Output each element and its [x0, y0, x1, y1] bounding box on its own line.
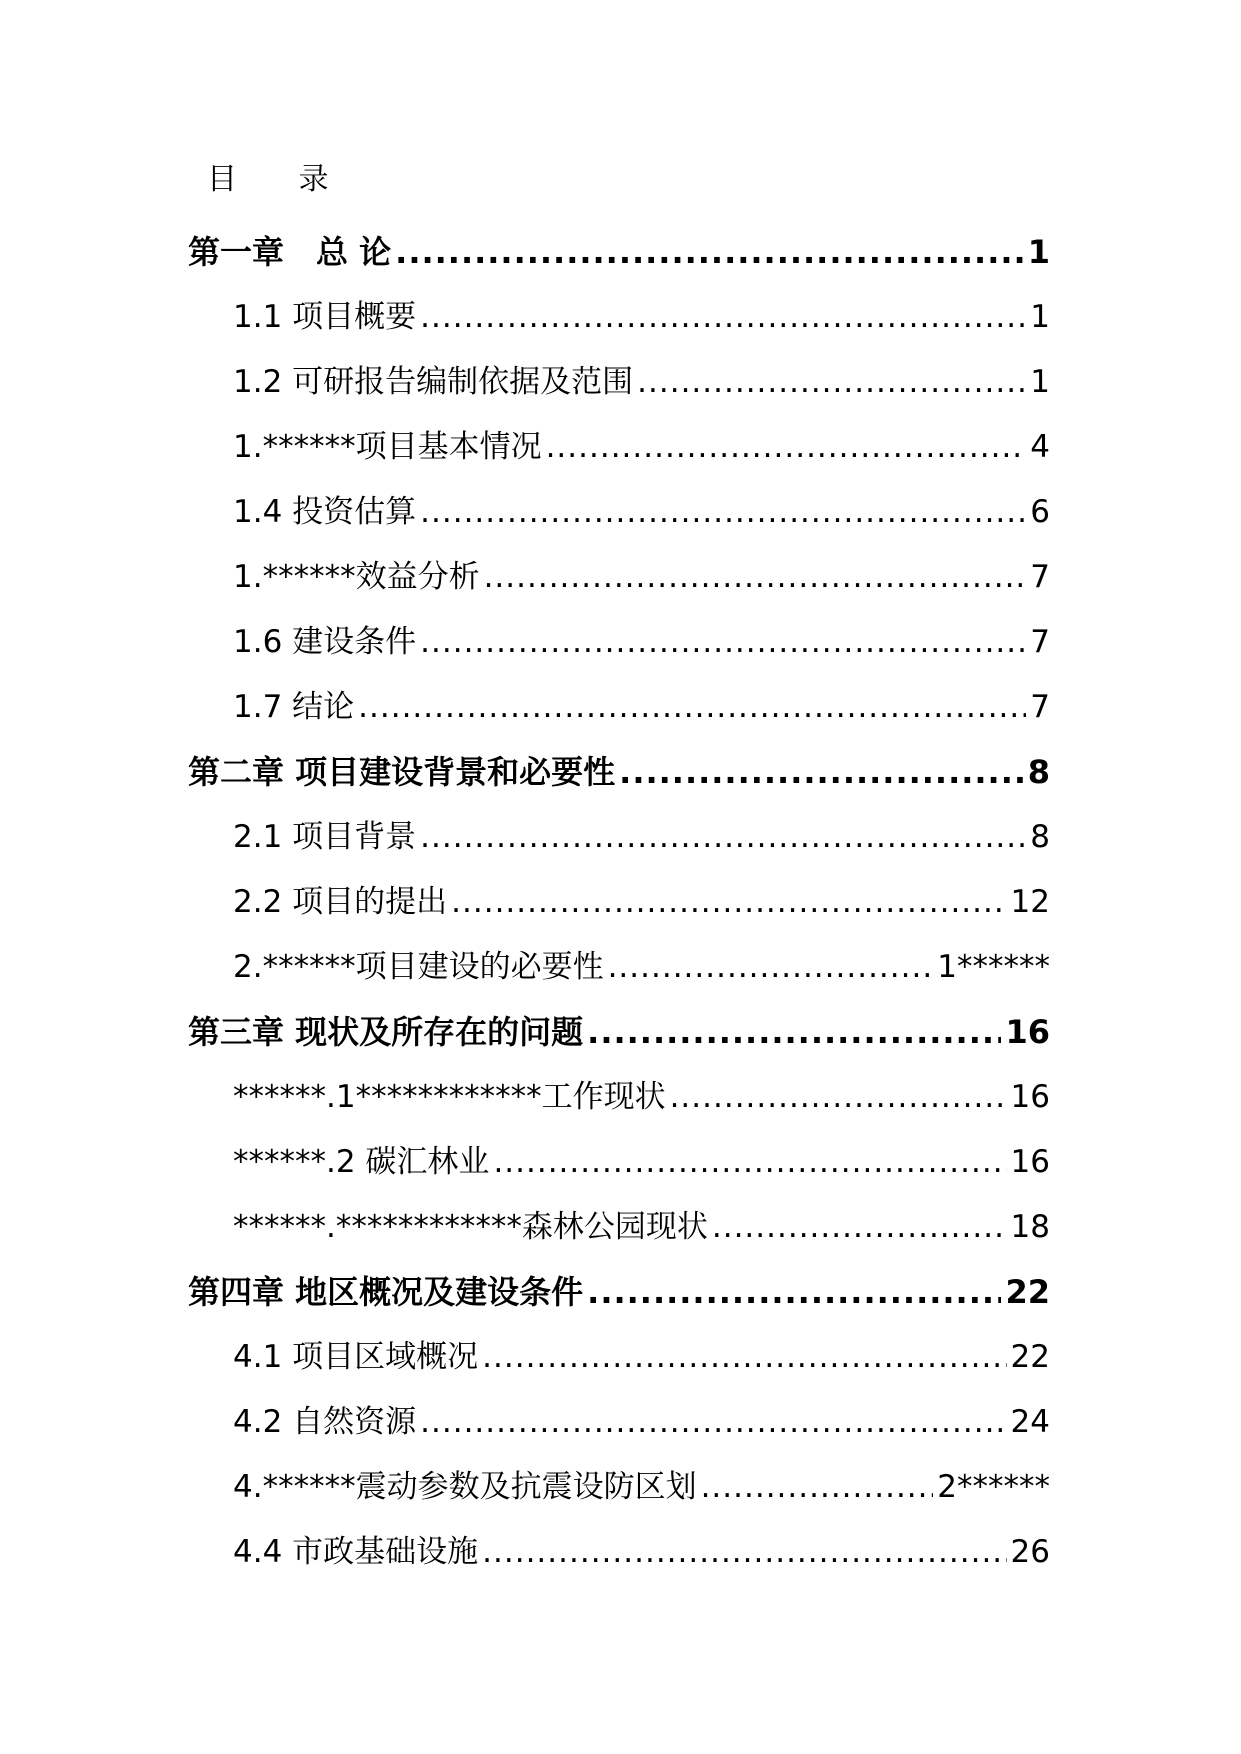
toc-entry-label: 1.4 投资估算 — [233, 494, 417, 530]
dot-leader — [670, 1065, 1007, 1130]
toc-entry-page: 7 — [1030, 624, 1050, 660]
toc-section-entry[interactable] — [188, 350, 1050, 415]
dot-leader — [587, 1260, 1001, 1325]
toc-chapter-entry[interactable] — [188, 1000, 1050, 1065]
toc-entry-label: ******.2 碳汇林业 — [233, 1144, 490, 1180]
toc-entry-label: 4.4 市政基础设施 — [233, 1534, 479, 1570]
dot-leader — [420, 610, 1026, 675]
toc-section-entry[interactable] — [188, 1130, 1050, 1195]
toc-section-entry[interactable] — [188, 870, 1050, 935]
toc-entry-page: 1 — [1027, 233, 1050, 271]
dot-leader — [712, 1195, 1007, 1260]
toc-section-entry[interactable] — [188, 1390, 1050, 1455]
toc-section-entry[interactable] — [188, 285, 1050, 350]
toc-entry-page: 7 — [1030, 559, 1050, 595]
toc-entry-page: 2****** — [937, 1469, 1050, 1505]
dot-leader — [701, 1455, 934, 1520]
toc-section-entry[interactable] — [188, 480, 1050, 545]
toc-section-entry[interactable] — [188, 1520, 1050, 1585]
table-of-contents — [188, 220, 1050, 1585]
dot-leader — [420, 1390, 1006, 1455]
dot-leader — [420, 480, 1026, 545]
toc-entry-label: ******.1************工作现状 — [233, 1079, 666, 1115]
dot-leader — [619, 740, 1024, 805]
dot-leader — [451, 870, 1006, 935]
dot-leader — [493, 1130, 1006, 1195]
toc-section-entry[interactable] — [188, 675, 1050, 740]
toc-entry-page: 12 — [1010, 884, 1050, 920]
dot-leader — [608, 935, 934, 1000]
toc-section-entry[interactable] — [188, 415, 1050, 480]
toc-entry-label: 第二章 项目建设背景和必要性 — [188, 753, 616, 791]
dot-leader — [484, 545, 1027, 610]
toc-entry-label: 2.2 项目的提出 — [233, 884, 448, 920]
toc-entry-label: 第三章 现状及所存在的问题 — [188, 1013, 584, 1051]
toc-section-entry[interactable] — [188, 935, 1050, 1000]
toc-section-entry[interactable] — [188, 1195, 1050, 1260]
toc-entry-page: 1 — [1030, 364, 1050, 400]
dot-leader — [420, 805, 1026, 870]
toc-entry-page: 22 — [1010, 1339, 1050, 1375]
toc-section-entry[interactable] — [188, 1325, 1050, 1390]
toc-title: 目 录 — [207, 162, 355, 197]
toc-entry-label: 1.******项目基本情况 — [233, 429, 542, 465]
toc-entry-page: 26 — [1010, 1534, 1050, 1570]
toc-entry-label: 2.1 项目背景 — [233, 819, 417, 855]
toc-section-entry[interactable] — [188, 805, 1050, 870]
toc-entry-label: 2.******项目建设的必要性 — [233, 949, 604, 985]
toc-chapter-entry[interactable] — [188, 1260, 1050, 1325]
dot-leader — [587, 1000, 1001, 1065]
toc-entry-page: 1 — [1030, 299, 1050, 335]
dot-leader — [395, 220, 1024, 285]
toc-entry-page: 1****** — [937, 949, 1050, 985]
toc-entry-label: 4.1 项目区域概况 — [233, 1339, 479, 1375]
dot-leader — [482, 1325, 1006, 1390]
toc-entry-label: 第四章 地区概况及建设条件 — [188, 1273, 584, 1311]
toc-entry-page: 8 — [1027, 753, 1050, 791]
dot-leader — [482, 1520, 1006, 1585]
toc-entry-page: 6 — [1030, 494, 1050, 530]
toc-entry-page: 22 — [1005, 1273, 1050, 1311]
toc-entry-label: 1.7 结论 — [233, 689, 355, 725]
toc-entry-label: 4.2 自然资源 — [233, 1404, 417, 1440]
toc-entry-label: ******.************森林公园现状 — [233, 1209, 708, 1245]
toc-entry-page: 24 — [1010, 1404, 1050, 1440]
toc-entry-page: 4 — [1030, 429, 1050, 465]
toc-entry-label: 4.******震动参数及抗震设防区划 — [233, 1469, 697, 1505]
toc-entry-page: 18 — [1010, 1209, 1050, 1245]
dot-leader — [420, 285, 1026, 350]
toc-entry-label: 1.1 项目概要 — [233, 299, 417, 335]
toc-entry-label: 第一章 总 论 — [188, 233, 392, 271]
dot-leader — [546, 415, 1027, 480]
toc-chapter-entry[interactable] — [188, 740, 1050, 805]
toc-entry-label: 1.6 建设条件 — [233, 624, 417, 660]
toc-entry-page: 16 — [1005, 1013, 1050, 1051]
toc-entry-label: 1.2 可研报告编制依据及范围 — [233, 364, 634, 400]
toc-entry-page: 16 — [1010, 1144, 1050, 1180]
toc-entry-page: 7 — [1030, 689, 1050, 725]
toc-section-entry[interactable] — [188, 1065, 1050, 1130]
toc-section-entry[interactable] — [188, 610, 1050, 675]
toc-entry-page: 16 — [1010, 1079, 1050, 1115]
toc-chapter-entry[interactable] — [188, 220, 1050, 285]
toc-section-entry[interactable] — [188, 545, 1050, 610]
dot-leader — [358, 675, 1026, 740]
toc-section-entry[interactable] — [188, 1455, 1050, 1520]
dot-leader — [637, 350, 1026, 415]
toc-entry-label: 1.******效益分析 — [233, 559, 480, 595]
toc-entry-page: 8 — [1030, 819, 1050, 855]
